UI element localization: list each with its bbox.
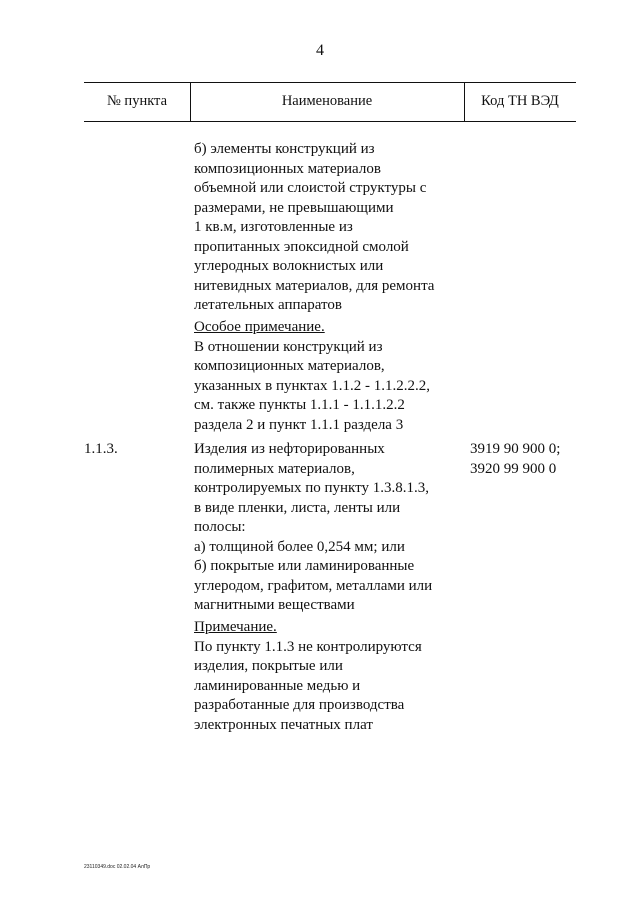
text-line: углеродных волокнистых или (194, 258, 384, 274)
code-value: 3919 90 900 0; (470, 441, 561, 457)
row2-name (194, 440, 432, 616)
row2-note (194, 618, 422, 735)
text-line: пропитанных эпоксидной смолой (194, 238, 409, 255)
text-line: 1 кв.м, изготовленные из (194, 219, 353, 235)
text-line: разработанные для производства (194, 697, 405, 713)
note-title: Особое примечание. (194, 319, 325, 335)
row2-codes (470, 440, 560, 479)
header-num: № пункта (106, 93, 168, 109)
text-line: в виде пленки, листа, ленты или (194, 499, 401, 516)
note-title: Примечание. (194, 619, 277, 635)
page-number: 4 (316, 42, 324, 59)
text-line: а) толщиной более 0,254 мм; или (194, 538, 405, 555)
text-line: летательных аппаратов (194, 297, 342, 313)
text-line: В отношении конструкций из (194, 338, 383, 355)
text-line: магнитными веществами (194, 597, 355, 613)
text-line: углеродом, графитом, металлами или (194, 577, 433, 594)
text-line: изделия, покрытые или (194, 658, 343, 674)
text-line: б) элементы конструкций из (194, 141, 375, 157)
text-line: размерами, не превышающими (194, 199, 394, 216)
row1-note (194, 318, 430, 435)
text-line: б) покрытые или ламинированные (194, 558, 415, 574)
text-line: композиционных материалов (194, 160, 381, 177)
text-line: раздела 2 и пункт 1.1.1 раздела 3 (194, 416, 404, 433)
text-line: см. также пункты 1.1.1 - 1.1.1.2.2 (194, 397, 405, 413)
text-line: Изделия из нефторированных (194, 441, 385, 457)
text-line: нитевидных материалов, для ремонта (194, 277, 435, 294)
text-line: композиционных материалов, (194, 358, 385, 374)
text-line: полосы: (194, 519, 246, 535)
text-line: электронных печатных плат (194, 716, 373, 733)
table-header (84, 82, 576, 122)
text-line: По пункту 1.1.3 не контролируются (194, 638, 422, 655)
footer-doc-id: 23110349.doc 02.02.04 АлПр (84, 864, 151, 870)
row2-num: 1.1.3. (84, 441, 118, 457)
code-value: 3920 99 900 0 (470, 460, 557, 477)
text-line: объемной или слоистой структуры с (194, 180, 427, 196)
text-line: контролируемых по пункту 1.3.8.1.3, (194, 480, 429, 496)
header-code: Код ТН ВЭД (481, 93, 559, 109)
text-line: полимерных материалов, (194, 460, 355, 477)
row1-name (194, 140, 434, 316)
text-line: указанных в пунктах 1.1.2 - 1.1.2.2.2, (194, 377, 431, 394)
header-name: Наименование (281, 93, 373, 109)
text-line: ламинированные медью и (194, 677, 361, 694)
